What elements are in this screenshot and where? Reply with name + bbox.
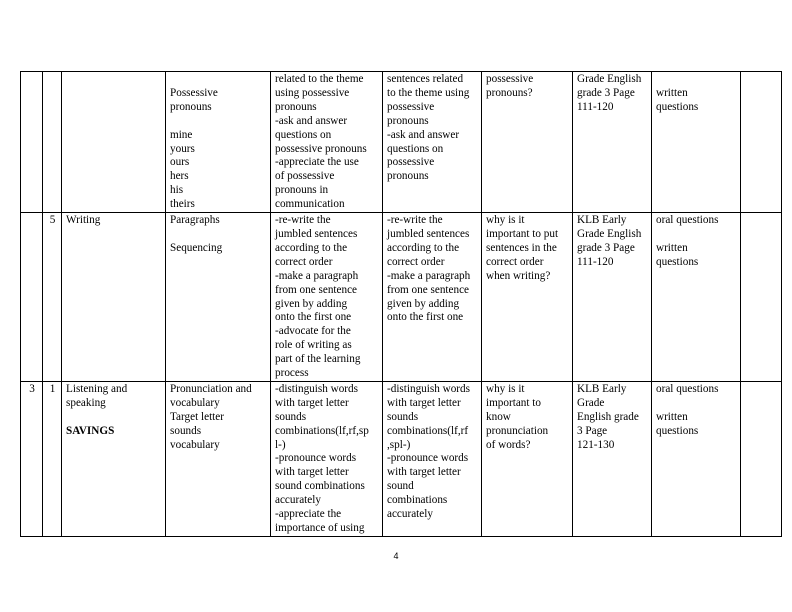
lesson-cell [43, 72, 62, 213]
lesson-number: 5 [49, 214, 56, 227]
resources-line: 3 Page [577, 424, 608, 437]
outcomes-line: -appreciate the [275, 508, 342, 521]
key-questions-cell [482, 381, 573, 536]
sub-strand-line: hers [170, 170, 189, 183]
key-question-line: why is it [486, 214, 525, 227]
resources-line: KLB Early [577, 382, 627, 395]
experiences-line: jumbled sentences [387, 227, 470, 240]
experiences-line: possessive [387, 100, 435, 113]
strand-cell [62, 213, 166, 382]
experiences-line: -re-write the [387, 214, 443, 227]
outcomes-cell [271, 213, 383, 382]
experiences-line: sentences related [387, 73, 464, 85]
outcomes-line: of possessive [275, 170, 335, 183]
resources-cell [573, 213, 652, 382]
outcomes-line: -distinguish words [275, 382, 358, 395]
key-questions-cell [482, 213, 573, 382]
experiences-line: combinations [387, 494, 448, 507]
experiences-line: from one sentence [387, 283, 470, 296]
key-question-line: sentences in the [486, 241, 557, 254]
experiences-line: possessive [387, 156, 435, 169]
strand-cell [62, 72, 166, 213]
week-cell [21, 213, 43, 382]
outcomes-line: sound combinations [275, 480, 365, 493]
outcomes-line: sounds [275, 410, 307, 423]
experiences-line: questions on [387, 142, 444, 155]
strand-line: Writing [66, 214, 101, 227]
outcomes-line: -re-write the [275, 214, 331, 227]
remarks-cell [741, 381, 782, 536]
outcomes-line: possessive pronouns [275, 142, 367, 155]
experiences-cell [383, 381, 482, 536]
experiences-line: -pronounce words [387, 452, 469, 465]
scheme-of-work-table [20, 71, 782, 537]
table-row [21, 381, 782, 536]
key-questions-cell [482, 72, 573, 213]
sub-strand-line: sounds [170, 424, 202, 437]
outcomes-line: correct order [275, 255, 333, 268]
experiences-line: pronouns [387, 114, 429, 127]
outcomes-cell [271, 72, 383, 213]
experiences-cell [383, 72, 482, 213]
key-question-line: important to put [486, 227, 559, 240]
outcomes-line: importance of using [275, 522, 365, 534]
sub-strand-line: Sequencing [170, 241, 223, 254]
sub-strand-line: Possessive [170, 86, 218, 99]
resources-line: 121-130 [577, 438, 615, 451]
assessment-cell [652, 213, 741, 382]
blank-line [66, 411, 162, 425]
experiences-line: correct order [387, 255, 445, 268]
experiences-line: -ask and answer [387, 128, 460, 141]
resources-cell [573, 72, 652, 213]
blank-line [170, 73, 267, 87]
experiences-line: -make a paragraph [387, 269, 471, 282]
experiences-line: ,spl-) [387, 438, 411, 451]
experiences-line: accurately [387, 508, 433, 521]
sub-strand-cell [166, 213, 271, 382]
outcomes-line: from one sentence [275, 283, 358, 296]
sub-strand-line: vocabulary [170, 396, 220, 409]
assessment-cell [652, 72, 741, 213]
assessment-line: questions [656, 424, 699, 437]
resources-line: 111-120 [577, 255, 614, 268]
key-question-line: why is it [486, 382, 525, 395]
sub-strand-line: his [170, 184, 184, 197]
experiences-line: given by adding [387, 297, 460, 310]
outcomes-line: onto the first one [275, 311, 352, 324]
resources-line: Grade English [577, 227, 642, 240]
assessment-line: questions [656, 100, 699, 113]
outcomes-line: related to the theme [275, 73, 364, 85]
experiences-cell [383, 213, 482, 382]
outcomes-line: given by adding [275, 297, 348, 310]
blank-line [170, 228, 267, 242]
resources-cell [573, 381, 652, 536]
key-question-line: important to [486, 396, 541, 409]
table-row [21, 213, 782, 382]
table-row [21, 72, 782, 213]
key-question-line: know [486, 410, 511, 423]
key-question-line: of words? [486, 438, 531, 451]
strand-line: Listening and [66, 382, 128, 395]
outcomes-line: pronouns [275, 100, 317, 113]
assessment-line: oral questions [656, 214, 719, 227]
outcomes-line: -appreciate the use [275, 156, 359, 169]
lesson-cell [43, 213, 62, 382]
resources-line: KLB Early [577, 214, 627, 227]
blank-line [656, 397, 737, 411]
key-question-line: pronouns? [486, 86, 533, 99]
lesson-cell [43, 381, 62, 536]
key-question-line: possessive [486, 73, 534, 85]
sub-strand-cell [166, 72, 271, 213]
experiences-line: according to the [387, 241, 460, 254]
key-question-line: pronunciation [486, 424, 549, 437]
assessment-line: written [656, 86, 688, 99]
resources-line: Grade [577, 396, 605, 409]
strand-line: speaking [66, 396, 106, 409]
blank-line [656, 73, 737, 87]
outcomes-line: combinations(lf,rf,sp [275, 424, 369, 437]
assessment-line: oral questions [656, 382, 719, 395]
sub-strand-line: yours [170, 142, 195, 155]
assessment-cell [652, 381, 741, 536]
outcomes-line: -make a paragraph [275, 269, 359, 282]
experiences-line: -distinguish words [387, 382, 470, 395]
outcomes-line: pronouns in [275, 184, 329, 197]
theme-title: SAVINGS [66, 424, 115, 437]
outcomes-line: -advocate for the [275, 325, 351, 338]
outcomes-line: -pronounce words [275, 452, 357, 465]
experiences-line: sounds [387, 410, 419, 423]
outcomes-line: questions on [275, 128, 332, 141]
sub-strand-line: mine [170, 128, 193, 141]
outcomes-cell [271, 381, 383, 536]
outcomes-line: -ask and answer [275, 114, 348, 127]
experiences-line: combinations(lf,rf [387, 424, 469, 437]
sub-strand-line: Pronunciation and [170, 382, 252, 395]
sub-strand-line: pronouns [170, 100, 212, 113]
sub-strand-line: vocabulary [170, 438, 220, 451]
outcomes-line: role of writing as [275, 339, 352, 352]
outcomes-line: communication [275, 198, 345, 211]
blank-line [656, 228, 737, 242]
resources-line: grade 3 Page [577, 86, 635, 99]
resources-line: English grade [577, 410, 639, 423]
sub-strand-line: theirs [170, 198, 195, 211]
experiences-line: with target letter [387, 466, 461, 479]
experiences-line: sound [387, 480, 414, 493]
outcomes-line: part of the learning [275, 353, 361, 366]
sub-strand-line: Target letter [170, 410, 224, 423]
sub-strand-line: ours [170, 156, 190, 169]
experiences-line: pronouns [387, 170, 429, 183]
resources-line: 111-120 [577, 100, 614, 113]
sub-strand-line: Paragraphs [170, 214, 220, 227]
key-question-line: when writing? [486, 269, 551, 282]
resources-line: grade 3 Page [577, 241, 635, 254]
outcomes-line: jumbled sentences [275, 227, 358, 240]
outcomes-line: process [275, 367, 309, 380]
lesson-number: 1 [49, 382, 56, 395]
experiences-line: to the theme using [387, 86, 470, 99]
blank-line [170, 115, 267, 129]
sub-strand-cell [166, 381, 271, 536]
outcomes-line: according to the [275, 241, 348, 254]
week-cell [21, 72, 43, 213]
outcomes-line: with target letter [275, 466, 349, 479]
page-number: 4 [393, 551, 399, 561]
assessment-line: written [656, 241, 688, 254]
outcomes-line: accurately [275, 494, 321, 507]
remarks-cell [741, 213, 782, 382]
resources-line: Grade English [577, 73, 642, 85]
key-question-line: correct order [486, 255, 544, 268]
strand-cell [62, 381, 166, 536]
outcomes-line: with target letter [275, 396, 349, 409]
outcomes-line: l-) [275, 438, 286, 451]
experiences-line: with target letter [387, 396, 461, 409]
week-number: 3 [29, 382, 35, 395]
week-cell [21, 381, 43, 536]
remarks-cell [741, 72, 782, 213]
outcomes-line: using possessive [275, 86, 350, 99]
assessment-line: questions [656, 255, 699, 268]
assessment-line: written [656, 410, 688, 423]
experiences-line: onto the first one [387, 311, 464, 324]
